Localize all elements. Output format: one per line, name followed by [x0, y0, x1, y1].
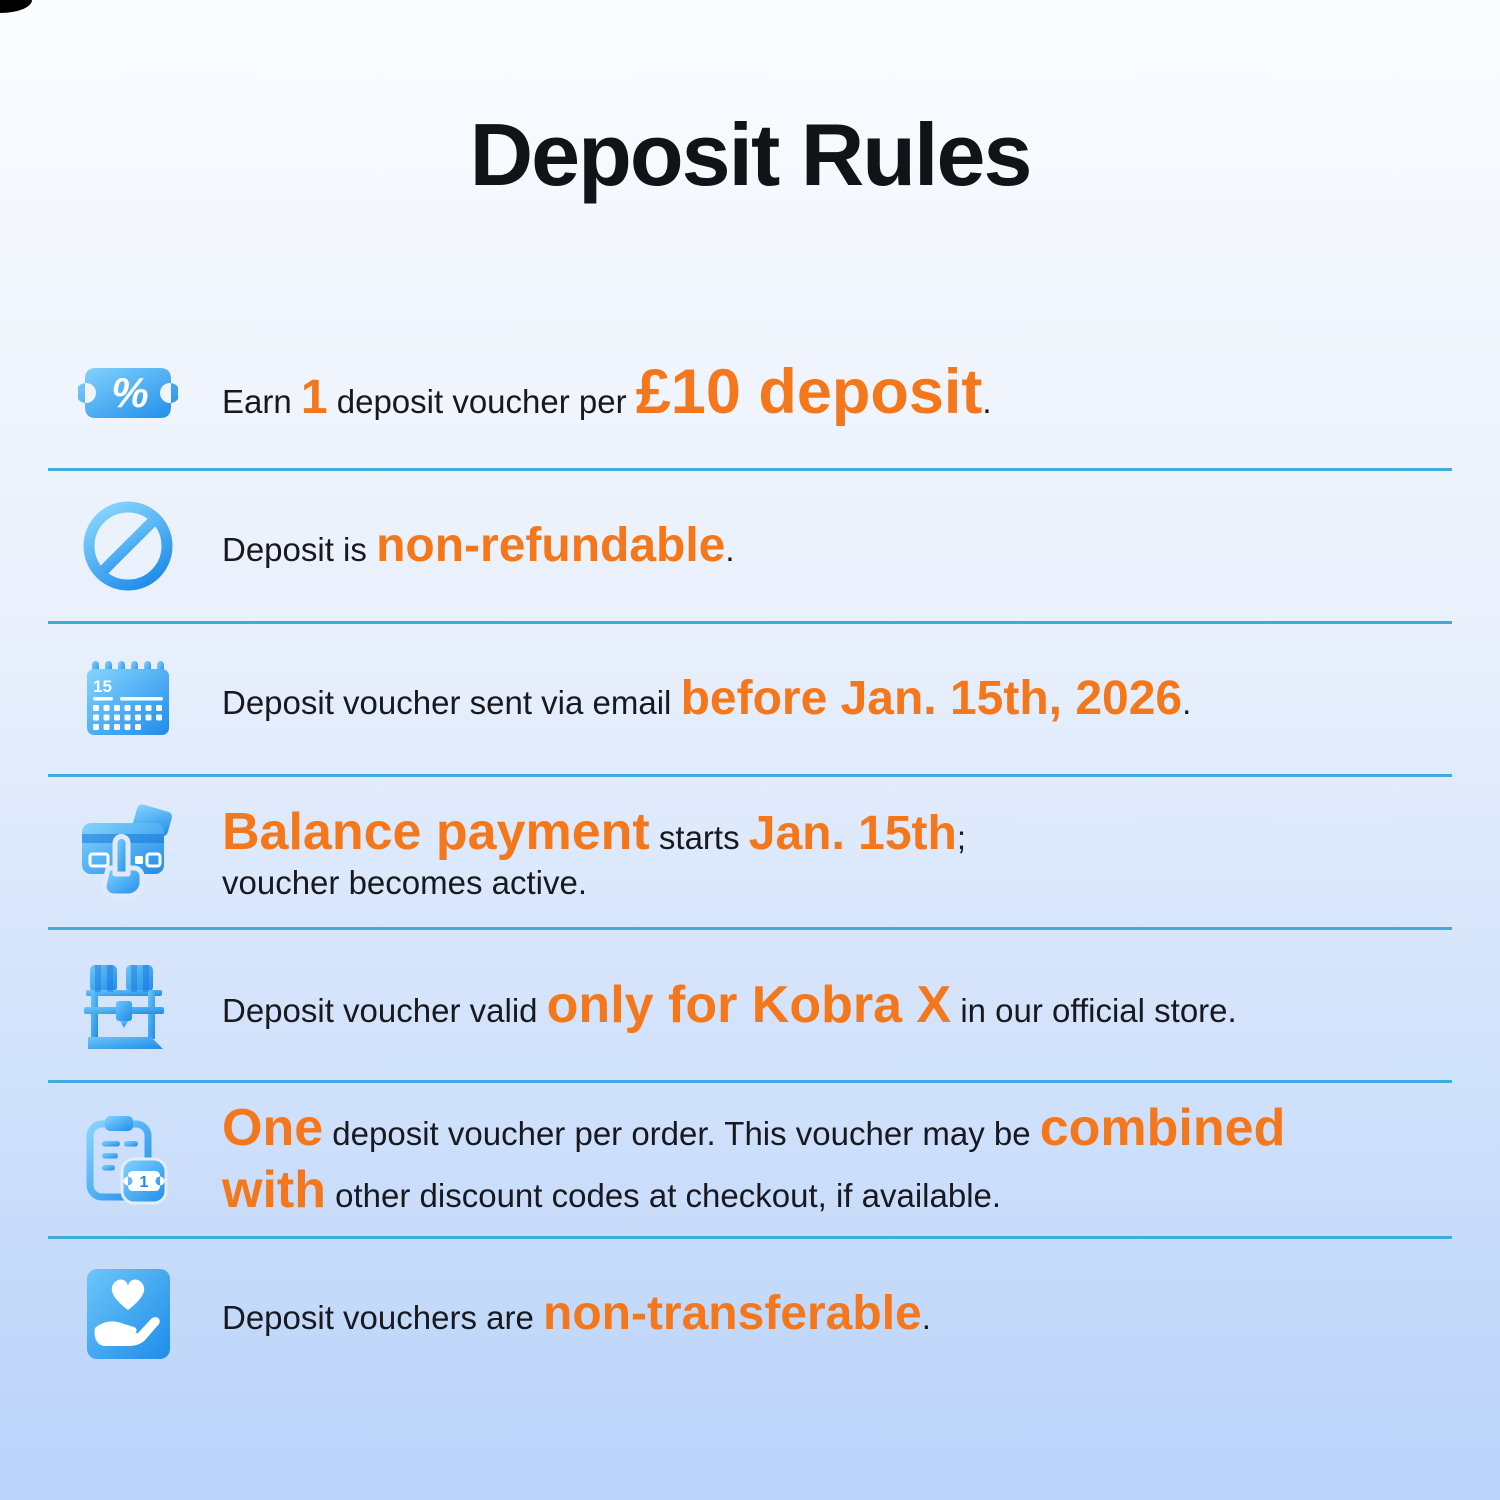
text-segment: only for Kobra X — [546, 975, 952, 1034]
text-segment: ; — [956, 819, 967, 856]
text-segment: . — [725, 531, 735, 569]
rule-row — [48, 930, 1452, 1083]
prohibition-icon — [78, 496, 178, 596]
rules-list — [48, 318, 1452, 1389]
text-segment: Earn — [222, 383, 301, 421]
rule-text — [222, 656, 1452, 742]
text-segment: 1 — [300, 371, 328, 425]
text-segment: Jan. 15th — [748, 807, 957, 860]
printer-icon — [78, 955, 178, 1055]
text-segment: deposit voucher per — [327, 383, 636, 421]
rule-text — [222, 1271, 1452, 1357]
rule-row — [48, 1239, 1452, 1389]
svg-text:%: % — [111, 369, 149, 416]
page-title: Deposit Rules — [469, 105, 1031, 204]
rule-text — [222, 503, 1452, 589]
text-segment: in our official store. — [951, 991, 1237, 1029]
text-segment: Deposit is — [222, 531, 377, 569]
svg-text:1: 1 — [139, 1174, 149, 1192]
text-segment: starts — [649, 819, 749, 856]
text-segment: deposit voucher per order. This voucher may be — [323, 1115, 1040, 1152]
text-segment: with — [222, 1161, 326, 1220]
clipboard-voucher-icon — [78, 1109, 178, 1209]
text-segment: non-transferable — [543, 1286, 922, 1340]
text-segment: non-refundable — [376, 519, 726, 573]
text-segment: other discount codes at checkout, if available. — [325, 1177, 1002, 1215]
rule-row — [48, 471, 1452, 624]
svg-text:15: 15 — [93, 677, 112, 696]
rule-row — [48, 318, 1452, 471]
text-segment: . — [1182, 684, 1192, 722]
text-segment: £10 deposit — [635, 357, 983, 428]
text-segment: Deposit voucher sent via email — [222, 684, 681, 722]
rule-text — [222, 787, 1452, 917]
text-segment: Balance payment — [222, 803, 650, 861]
text-segment: . — [982, 383, 992, 421]
rule-text — [222, 341, 1452, 445]
hand-heart-icon — [78, 1264, 178, 1364]
card-payment-icon — [78, 802, 178, 902]
text-segment: Deposit voucher valid — [222, 991, 547, 1029]
text-segment: Deposit vouchers are — [222, 1298, 543, 1336]
text-segment: combined — [1039, 1099, 1286, 1157]
text-segment: . — [921, 1298, 931, 1336]
rule-text — [222, 960, 1452, 1050]
text-segment: before Jan. 15th, 2026 — [680, 672, 1183, 726]
calendar-icon — [78, 649, 178, 749]
text-segment: voucher becomes active. — [222, 864, 588, 902]
rule-row — [48, 777, 1452, 930]
text-segment: One — [222, 1099, 324, 1157]
voucher-percent-icon — [78, 343, 178, 443]
rule-row — [48, 1083, 1452, 1239]
rule-text — [222, 1083, 1452, 1236]
rule-row — [48, 624, 1452, 777]
